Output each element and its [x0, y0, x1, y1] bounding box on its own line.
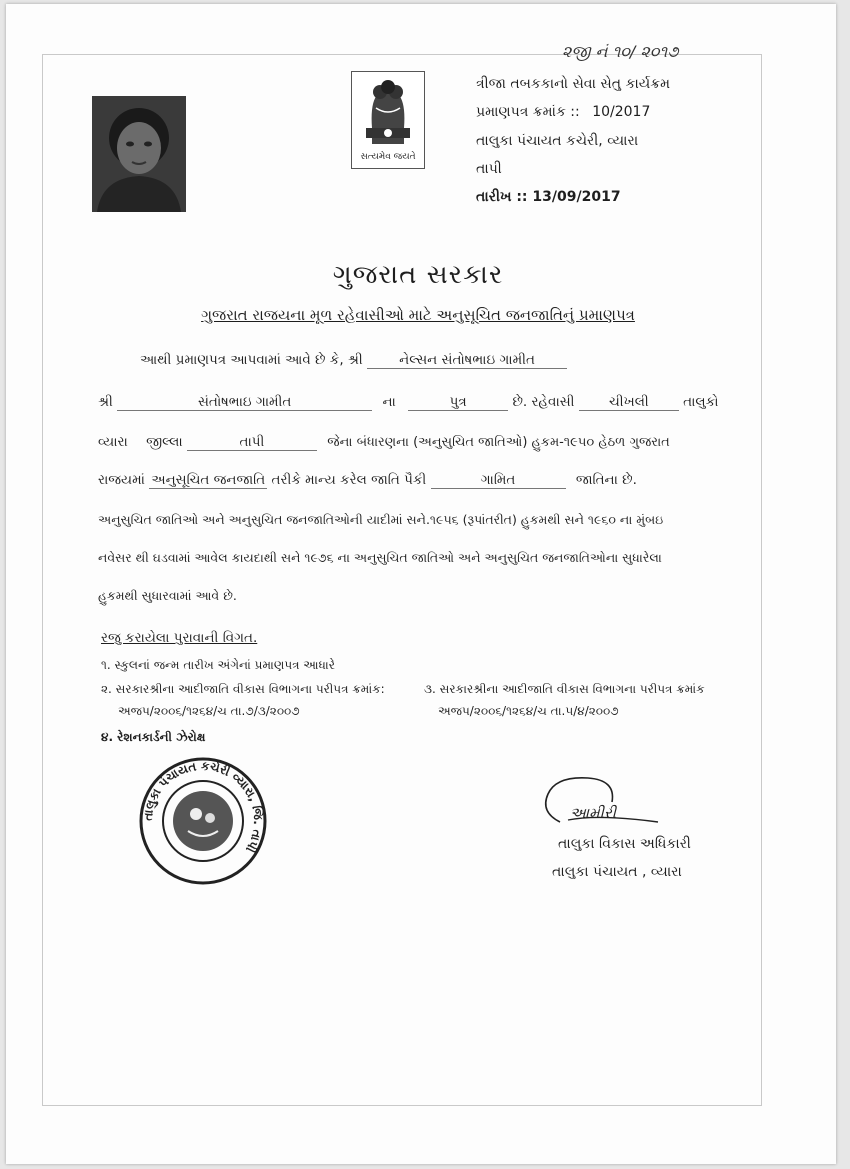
issue-date-label: તારીખ ::	[476, 189, 528, 205]
stamp-text: તાલુકા પંચાયત કચેરી વ્યારા, જિ. તાપી	[140, 758, 266, 855]
evidence-item-3: ૩. સરકારશ્રીના આદીજાતિ વીકાસ વિભાગના પરીપત્ર ક્રમાંક	[424, 682, 705, 696]
certificate-line-4	[98, 472, 637, 489]
evidence-item-4: ૪. રેશનકાર્ડની ઝેરોક્ષ	[101, 730, 206, 744]
line1-prefix: આથી પ્રમાણપત્ર આપવામાં આવે છે કે, શ્રી	[140, 352, 363, 368]
certificate-number-label: પ્રમાણપત્ર ક્રમાંક ::	[476, 104, 580, 120]
certificate-number-value: 10/2017	[592, 104, 651, 120]
national-emblem	[351, 71, 425, 169]
evidence-item-2: ૨. સરકારશ્રીના આદીજાતિ વીકાસ વિભાગના પરીપત્ર ક્રમાંક:	[101, 682, 385, 696]
issuing-office: તાલુકા પંચાયત કચેરી, વ્યારા	[476, 133, 639, 149]
evidence-heading: રજુ કરાયેલા પુરાવાની વિગત.	[101, 630, 258, 646]
signatory-designation: તાલુકા વિકાસ અધિકારી	[558, 836, 691, 852]
paragraph-line-2: નવેસર થી ઘડવામાં આવેલ કાયદાથી સને ૧૯૭૬ ના અનુસુચિત જાતિઓ અને અનુસુચિત જનજાતિઓના સુધારેલા	[98, 550, 662, 565]
signatory-office: તાલુકા પંચાયત , વ્યારા	[552, 864, 682, 880]
evidence-item-2-ref: અજપ/૨૦૦૬/૧૨૬૪/ચ તા.૭/૩/૨૦૦૭	[118, 704, 300, 718]
certificate-number	[476, 104, 650, 120]
relation: પુત્ર	[408, 394, 508, 411]
office-stamp	[138, 756, 268, 886]
signature-scribble: આમીરી	[570, 804, 617, 822]
taluka-label: તાલુકો	[683, 394, 719, 410]
na-label: ના	[382, 394, 396, 410]
district-name: તાપી	[187, 434, 317, 451]
certificate-line-3	[98, 434, 670, 451]
emblem-motto: સત્યમેવ જયતે	[360, 152, 416, 162]
paragraph-line-1: અનુસુચિત જાતિઓ અને અનુસુચિત જનજાતિઓની યાદીમાં સને.૧૯૫૬ (રૂપાંતરીત) હુકમથી સને ૧૯૬૦ ના મુંબઇ	[98, 512, 664, 527]
line3-rest: જેના બંધારણના (અનુસુચિત જાતિઓ) હુકમ-૧૯૫૦ હેઠળ ગુજરાત	[327, 435, 670, 450]
applicant-photo	[92, 96, 186, 212]
certificate-page	[6, 4, 836, 1164]
district-label: જીલ્લા	[146, 434, 183, 450]
document-subtitle: ગુજરાત રાજયના મૂળ રહેવાસીઓ માટે અનુસૂચિત જનજાતિનું પ્રમાણપત્ર	[201, 306, 635, 324]
officer-signature	[538, 772, 668, 832]
program-name: ત્રીજા તબકકાનો સેવા સેતુ કાર્યક્રમ	[476, 76, 671, 92]
line4-suffix: જાતિના છે.	[575, 472, 637, 488]
issue-date	[476, 189, 621, 205]
tribe-category: અનુસૂચિત જનજાતિ	[149, 472, 267, 489]
father-name: સંતોષભાઇ ગામીત	[117, 394, 372, 411]
issuing-district: તાપી	[476, 161, 502, 177]
line4-mid: તરીકે માન્ય કરેલ જાતિ પૈકી	[271, 472, 427, 488]
line4-prefix: રાજયમાં	[98, 472, 145, 488]
handwritten-reference: ૨જી નં ૧૦/ ૨૦૧૭	[562, 42, 679, 61]
certificate-line-1	[140, 352, 567, 369]
taluka-name: વ્યારા	[98, 434, 128, 450]
village: ચીખલી	[579, 394, 679, 411]
issue-date-value: 13/09/2017	[532, 189, 621, 205]
document-title: ગુજરાત સરકાર	[332, 260, 504, 290]
evidence-item-1: ૧. સ્કુલનાં જન્મ તારીખ અંગેનાં પ્રમાણપત્ર આધારે	[101, 658, 335, 672]
certificate-line-2	[98, 394, 719, 411]
evidence-item-3-ref: અજપ/૨૦૦૬/૧૨૬૪/ચ તા.૫/૪/૨૦૦૭	[438, 704, 619, 718]
applicant-name: નેલ્સન સંતોષભાઇ ગામીત	[367, 352, 567, 369]
paragraph-line-3: હુકમથી સુધારવામાં આવે છે.	[98, 588, 237, 603]
resident-label: છે. રહેવાસી	[512, 394, 575, 410]
caste-name: ગામિત	[431, 472, 566, 489]
shri-label: શ્રી	[98, 394, 113, 410]
